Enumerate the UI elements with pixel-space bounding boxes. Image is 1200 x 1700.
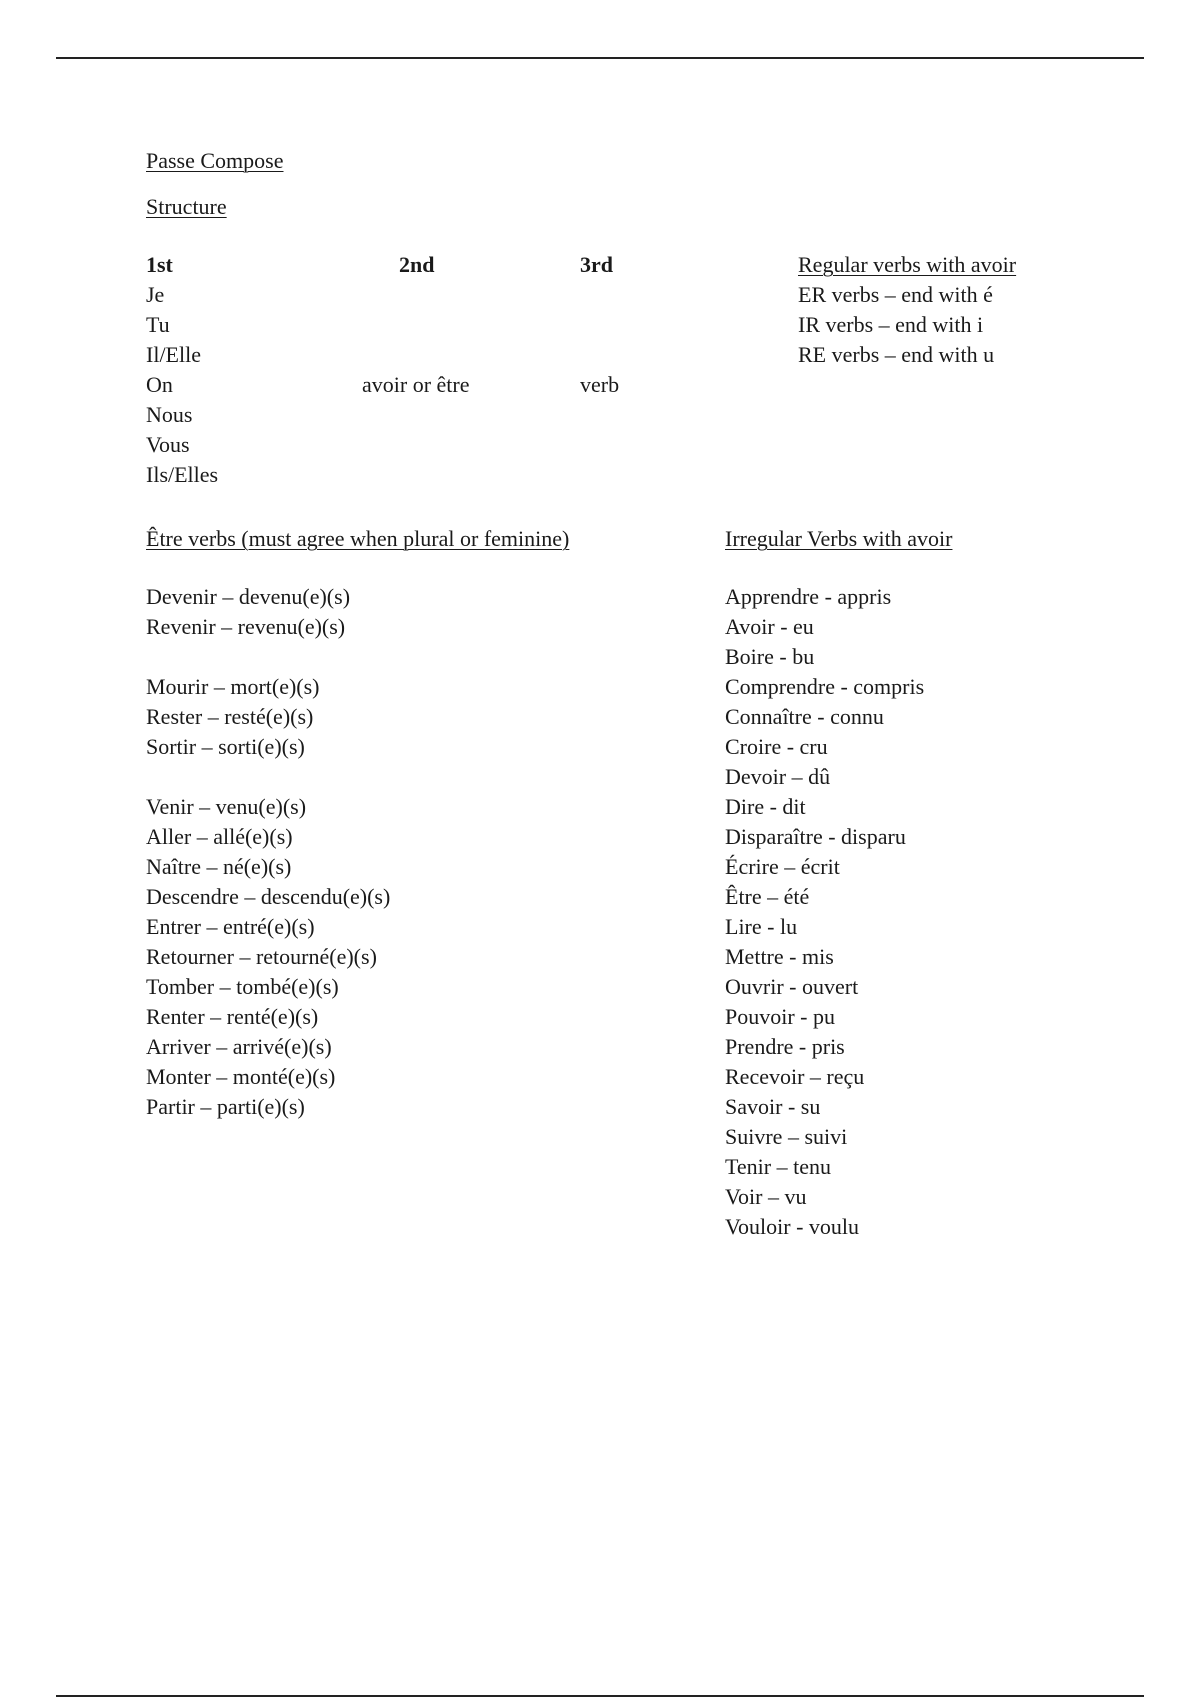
regular-verb-re: RE verbs – end with u (798, 342, 995, 367)
regular-verbs-list (798, 280, 994, 370)
column-2nd-heading: 2nd (399, 252, 435, 277)
bottom-rule (56, 1695, 1144, 1697)
pronoun-on: On (146, 372, 173, 397)
page-title: Passe Compose (146, 148, 284, 173)
third-column-value: verb (580, 372, 620, 397)
list-item: Aller – allé(e)(s) (146, 824, 293, 849)
etre-verbs-list (146, 582, 390, 1122)
irregular-verbs-list (725, 582, 924, 1242)
list-item: Croire - cru (725, 734, 828, 759)
irregular-verbs-heading: Irregular Verbs with avoir (725, 526, 953, 551)
list-item: Arriver – arrivé(e)(s) (146, 1034, 332, 1059)
pronoun-je: Je (146, 282, 165, 307)
list-item: Devenir – devenu(e)(s) (146, 584, 351, 609)
list-item: Boire - bu (725, 644, 815, 669)
list-item: Descendre – descendu(e)(s) (146, 884, 391, 909)
list-item: Disparaître - disparu (725, 824, 906, 849)
list-item: Vouloir - voulu (725, 1214, 860, 1239)
structure-heading: Structure (146, 194, 227, 219)
pronoun-nous: Nous (146, 402, 193, 427)
column-3rd-heading: 3rd (580, 252, 613, 277)
list-item: Rester – resté(e)(s) (146, 704, 314, 729)
list-item: Sortir – sorti(e)(s) (146, 734, 305, 759)
list-item: Savoir - su (725, 1094, 821, 1119)
list-item: Dire - dit (725, 794, 806, 819)
list-item: Revenir – revenu(e)(s) (146, 614, 346, 639)
list-item: Renter – renté(e)(s) (146, 1004, 319, 1029)
list-item: Pouvoir - pu (725, 1004, 835, 1029)
list-item: Venir – venu(e)(s) (146, 794, 307, 819)
regular-verb-ir: IR verbs – end with i (798, 312, 984, 337)
list-item: Connaître - connu (725, 704, 884, 729)
pronoun-vous: Vous (146, 432, 190, 457)
pronoun-il-elle: Il/Elle (146, 342, 201, 367)
regular-verb-er: ER verbs – end with é (798, 282, 993, 307)
list-item: Retourner – retourné(e)(s) (146, 944, 377, 969)
list-item: Prendre - pris (725, 1034, 845, 1059)
list-item: Ouvrir - ouvert (725, 974, 859, 999)
list-item: Mourir – mort(e)(s) (146, 674, 320, 699)
pronoun-ils-elles: Ils/Elles (146, 462, 219, 487)
list-item: Apprendre - appris (725, 584, 892, 609)
etre-verbs-heading: Être verbs (must agree when plural or feminine) (146, 526, 570, 551)
list-item: Tomber – tombé(e)(s) (146, 974, 339, 999)
list-item: Entrer – entré(e)(s) (146, 914, 315, 939)
pronoun-tu: Tu (146, 312, 170, 337)
second-column-value: avoir or être (362, 372, 470, 397)
list-item: Voir – vu (725, 1184, 807, 1209)
top-rule (56, 57, 1144, 59)
list-item: Monter – monté(e)(s) (146, 1064, 336, 1089)
list-item: Devoir – dû (725, 764, 831, 789)
list-item: Être – été (725, 884, 810, 909)
list-spacer (146, 642, 390, 672)
list-item: Tenir – tenu (725, 1154, 831, 1179)
list-item: Écrire – écrit (725, 854, 840, 879)
list-item: Mettre - mis (725, 944, 834, 969)
list-spacer (146, 762, 390, 792)
list-item: Partir – parti(e)(s) (146, 1094, 305, 1119)
list-item: Avoir - eu (725, 614, 814, 639)
list-item: Lire - lu (725, 914, 798, 939)
list-item: Naître – né(e)(s) (146, 854, 292, 879)
column-1st-heading: 1st (146, 252, 173, 277)
regular-verbs-heading: Regular verbs with avoir (798, 252, 1017, 277)
list-item: Recevoir – reçu (725, 1064, 865, 1089)
list-item: Suivre – suivi (725, 1124, 848, 1149)
list-item: Comprendre - compris (725, 674, 925, 699)
pronoun-list (146, 280, 218, 490)
